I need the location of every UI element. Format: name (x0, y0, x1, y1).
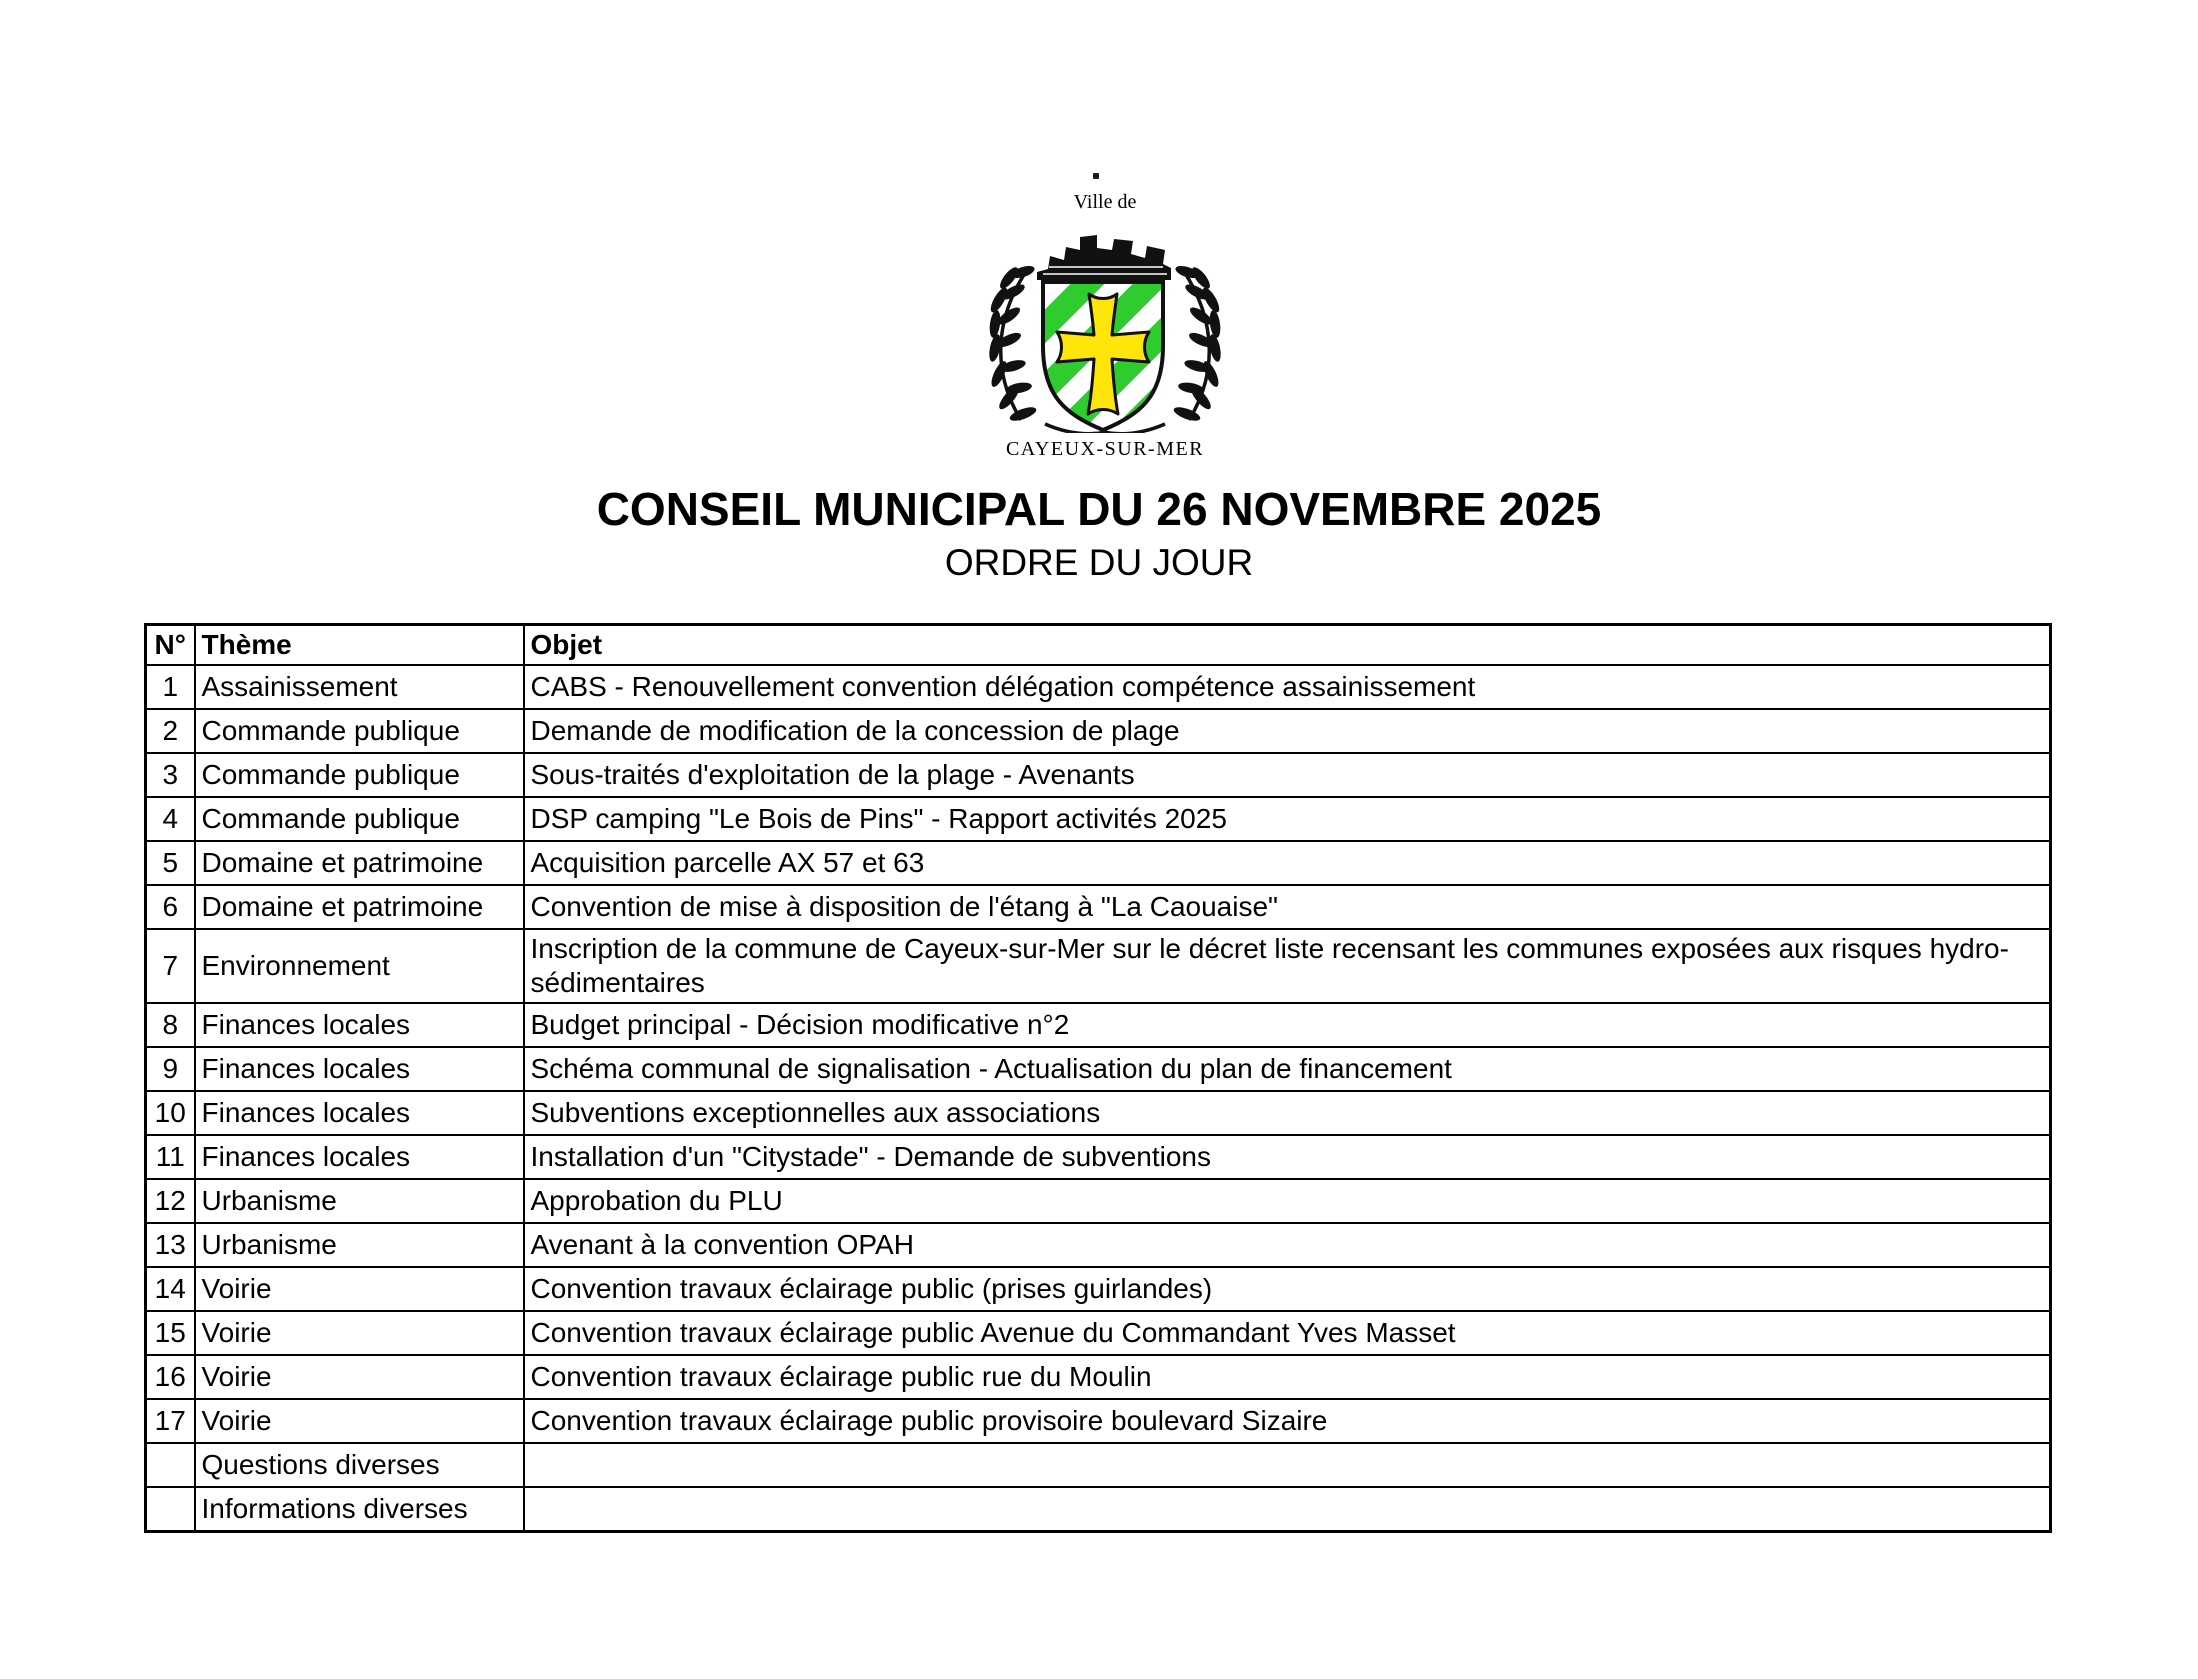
row-number-cell: 4 (146, 797, 195, 841)
table-row (146, 753, 2051, 797)
row-objet-cell: Convention travaux éclairage public provisoire boulevard Sizaire (524, 1399, 2051, 1443)
row-number-cell: 1 (146, 665, 195, 709)
table-row (146, 929, 2051, 1003)
row-number-cell: 6 (146, 885, 195, 929)
row-theme-cell: Urbanisme (195, 1223, 524, 1267)
table-row (146, 885, 2051, 929)
row-objet-cell (524, 1487, 2051, 1532)
logo-city-name: CAYEUX-SUR-MER (1005, 438, 1205, 460)
table-row (146, 1443, 2051, 1487)
table-row (146, 1003, 2051, 1047)
row-number-cell: 8 (146, 1003, 195, 1047)
row-objet-cell: Acquisition parcelle AX 57 et 63 (524, 841, 2051, 885)
row-number-cell: 12 (146, 1179, 195, 1223)
row-theme-cell: Finances locales (195, 1135, 524, 1179)
table-row (146, 709, 2051, 753)
row-theme-cell: Domaine et patrimoine (195, 841, 524, 885)
column-header-theme: Thème (195, 625, 524, 666)
row-objet-cell: Convention de mise à disposition de l'étang à "La Caouaise" (524, 885, 2051, 929)
table-row (146, 841, 2051, 885)
table-row (146, 797, 2051, 841)
agenda-table (144, 623, 2052, 1533)
row-theme-cell: Commande publique (195, 797, 524, 841)
row-number-cell: 15 (146, 1311, 195, 1355)
row-objet-cell: Convention travaux éclairage public (prises guirlandes) (524, 1267, 2051, 1311)
row-theme-cell: Finances locales (195, 1003, 524, 1047)
row-number-cell: 9 (146, 1047, 195, 1091)
row-theme-cell: Environnement (195, 929, 524, 1003)
page-subtitle: ORDRE DU JOUR (944, 542, 1254, 583)
row-objet-cell: Budget principal - Décision modificative n°2 (524, 1003, 2051, 1047)
table-row (146, 1179, 2051, 1223)
row-objet-cell: Inscription de la commune de Cayeux-sur-Mer sur le décret liste recensant les communes exposées aux risques hydro-sédimentaires (524, 929, 2051, 1003)
row-objet-cell: Approbation du PLU (524, 1179, 2051, 1223)
row-theme-cell: Voirie (195, 1267, 524, 1311)
row-number-cell (146, 1487, 195, 1532)
table-row (146, 1267, 2051, 1311)
crown-icon (1037, 235, 1171, 280)
row-theme-cell: Voirie (195, 1399, 524, 1443)
row-theme-cell: Domaine et patrimoine (195, 885, 524, 929)
row-objet-cell: CABS - Renouvellement convention délégation compétence assainissement (524, 665, 2051, 709)
row-theme-cell: Informations diverses (195, 1487, 524, 1532)
table-row (146, 1135, 2051, 1179)
page-title: CONSEIL MUNICIPAL DU 26 NOVEMBRE 2025 (596, 483, 1602, 535)
row-theme-cell: Urbanisme (195, 1179, 524, 1223)
row-theme-cell: Voirie (195, 1311, 524, 1355)
table-row (146, 1355, 2051, 1399)
stray-mark (1093, 173, 1099, 179)
row-objet-cell: DSP camping "Le Bois de Pins" - Rapport activités 2025 (524, 797, 2051, 841)
city-logo (985, 190, 1225, 461)
table-row (146, 1311, 2051, 1355)
row-objet-cell: Subventions exceptionnelles aux associations (524, 1091, 2051, 1135)
table-row (146, 665, 2051, 709)
row-objet-cell: Demande de modification de la concession de plage (524, 709, 2051, 753)
row-number-cell: 14 (146, 1267, 195, 1311)
row-theme-cell: Commande publique (195, 709, 524, 753)
city-crest-icon (985, 228, 1225, 433)
table-row (146, 1399, 2051, 1443)
row-objet-cell (524, 1443, 2051, 1487)
row-number-cell: 10 (146, 1091, 195, 1135)
row-theme-cell: Finances locales (195, 1047, 524, 1091)
row-number-cell: 2 (146, 709, 195, 753)
row-number-cell: 16 (146, 1355, 195, 1399)
table-row (146, 1091, 2051, 1135)
row-number-cell: 11 (146, 1135, 195, 1179)
table-row (146, 1223, 2051, 1267)
row-objet-cell: Convention travaux éclairage public rue du Moulin (524, 1355, 2051, 1399)
column-header-num: N° (146, 625, 195, 666)
table-row (146, 1487, 2051, 1532)
row-number-cell (146, 1443, 195, 1487)
row-number-cell: 3 (146, 753, 195, 797)
row-objet-cell: Convention travaux éclairage public Avenue du Commandant Yves Masset (524, 1311, 2051, 1355)
row-number-cell: 17 (146, 1399, 195, 1443)
row-theme-cell: Voirie (195, 1355, 524, 1399)
row-theme-cell: Assainissement (195, 665, 524, 709)
row-theme-cell: Commande publique (195, 753, 524, 797)
row-number-cell: 5 (146, 841, 195, 885)
row-theme-cell: Finances locales (195, 1091, 524, 1135)
table-row (146, 1047, 2051, 1091)
row-theme-cell: Questions diverses (195, 1443, 524, 1487)
table-header-row (146, 625, 2051, 666)
column-header-objet: Objet (524, 625, 2051, 666)
row-objet-cell: Schéma communal de signalisation - Actualisation du plan de financement (524, 1047, 2051, 1091)
row-objet-cell: Installation d'un "Citystade" - Demande de subventions (524, 1135, 2051, 1179)
row-number-cell: 13 (146, 1223, 195, 1267)
logo-ville-de-label: Ville de (1073, 191, 1137, 213)
row-objet-cell: Sous-traités d'exploitation de la plage - Avenants (524, 753, 2051, 797)
row-number-cell: 7 (146, 929, 195, 1003)
row-objet-cell: Avenant à la convention OPAH (524, 1223, 2051, 1267)
